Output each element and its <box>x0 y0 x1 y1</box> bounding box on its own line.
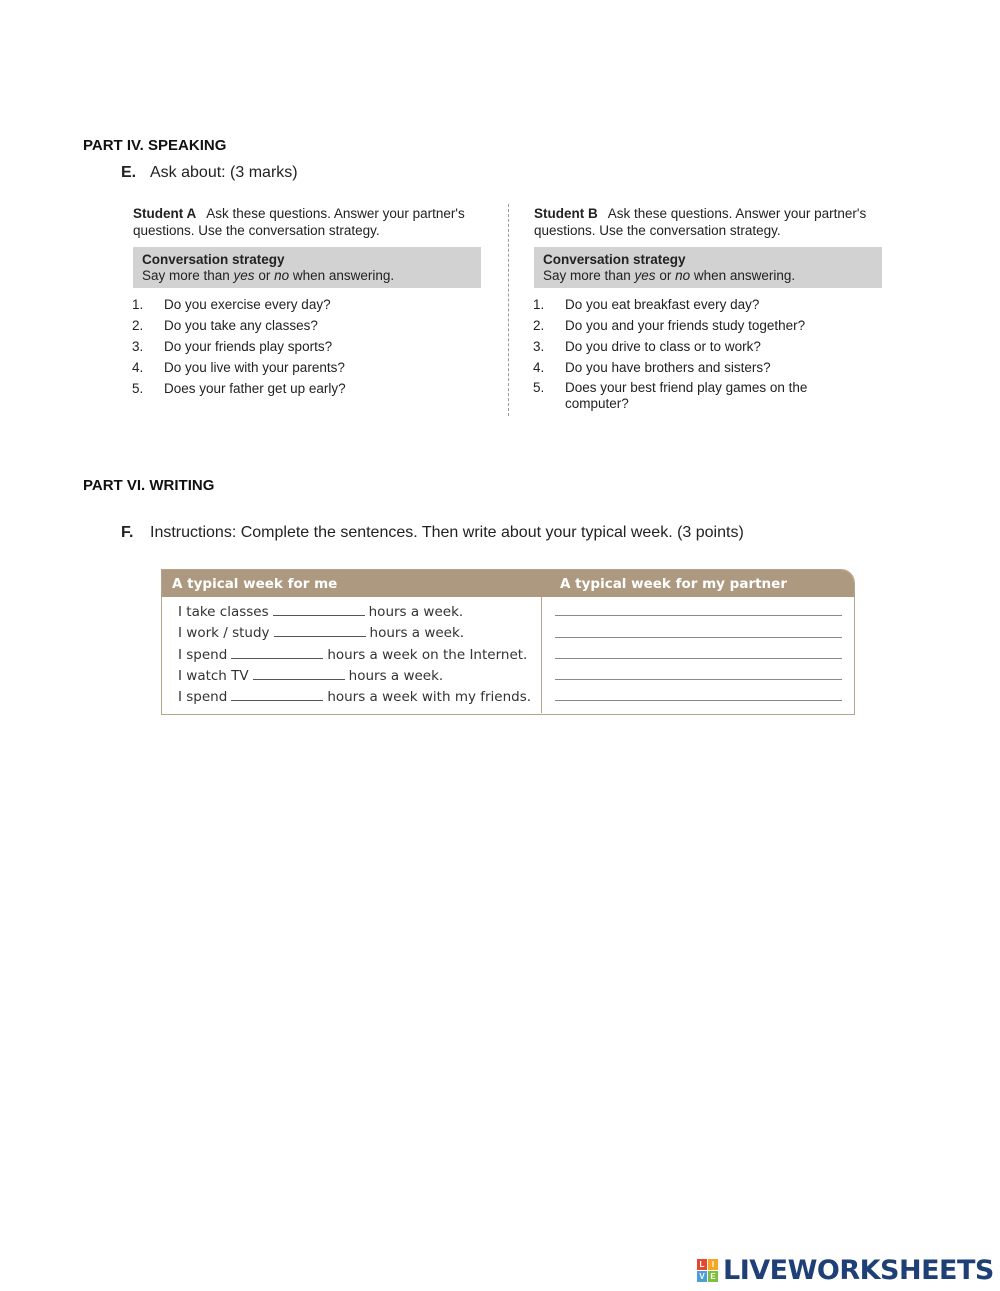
dashed-divider <box>508 204 509 416</box>
list-item: 2. Do you take any classes? <box>132 318 318 333</box>
task-letter: F. <box>121 524 134 541</box>
speaking-heading: PART IV. SPEAKING <box>83 137 227 154</box>
question-list <box>534 294 884 412</box>
task-text: Instructions: Complete the sentences. Then write about your typical week. (3 points) <box>150 524 744 541</box>
student-a-panel <box>133 205 483 399</box>
answer-blank[interactable] <box>273 614 365 616</box>
logo-text: LIVEWORKSHEETS <box>723 1255 994 1286</box>
answer-blank[interactable] <box>231 699 323 701</box>
conversation-strategy-box <box>133 247 481 288</box>
conversation-strategy-box <box>534 247 882 288</box>
task-letter: E. <box>121 164 137 181</box>
list-item: 5. Does your father get up early? <box>132 381 346 396</box>
question-list <box>133 294 483 399</box>
task-text: Ask about: (3 marks) <box>150 164 298 181</box>
partner-answer-line[interactable] <box>555 595 842 616</box>
student-b-intro: Student B Ask these questions. Answer your partner's questions. Use the conversation strategy. <box>534 206 867 238</box>
table-row: I work / study hours a week. <box>178 625 465 642</box>
list-item: 4. Do you live with your parents? <box>132 360 345 375</box>
liveworksheets-logo <box>697 1255 994 1286</box>
strategy-text: Say more than yes or no when answering. <box>543 268 796 283</box>
table-row: I watch TV hours a week. <box>178 667 444 684</box>
table-row: I take classes hours a week. <box>178 604 464 620</box>
strategy-text: Say more than yes or no when answering. <box>142 268 395 283</box>
strategy-title: Conversation strategy <box>142 252 285 267</box>
list-item: 4. Do you have brothers and sisters? <box>533 360 771 375</box>
writing-task <box>121 524 744 542</box>
table-row: I spend hours a week on the Internet. <box>178 646 528 663</box>
logo-mark-icon: L I V E <box>697 1259 719 1283</box>
student-b-panel <box>534 205 884 412</box>
partner-answer-line[interactable] <box>555 638 842 659</box>
strategy-title: Conversation strategy <box>543 252 686 267</box>
answer-blank[interactable] <box>231 657 323 659</box>
writing-heading: PART VI. WRITING <box>83 477 215 494</box>
list-item: 3. Do you drive to class or to work? <box>533 339 761 354</box>
list-item: 1. Do you exercise every day? <box>132 297 331 312</box>
table-row: I spend hours a week with my friends. <box>178 689 532 706</box>
partner-answer-line[interactable] <box>555 680 842 701</box>
list-item: 1. Do you eat breakfast every day? <box>533 297 760 312</box>
my-week-column <box>162 597 542 713</box>
student-a-intro: Student A Ask these questions. Answer your partner's questions. Use the conversation strategy. <box>133 206 465 238</box>
table-header <box>162 570 854 597</box>
typical-week-table <box>161 569 855 715</box>
partner-answer-line[interactable] <box>555 659 842 680</box>
partner-week-column <box>542 597 854 713</box>
list-item: 5. Does your best friend play games on the computer? <box>533 380 808 411</box>
partner-answer-line[interactable] <box>555 616 842 637</box>
answer-blank[interactable] <box>253 678 345 680</box>
col-header-me: A typical week for me <box>172 576 338 592</box>
speaking-task <box>121 164 298 182</box>
list-item: 3. Do your friends play sports? <box>132 339 333 354</box>
col-header-partner: A typical week for my partner <box>560 576 787 592</box>
answer-blank[interactable] <box>274 635 366 637</box>
student-a-label: Student A <box>133 206 197 221</box>
list-item: 2. Do you and your friends study together? <box>533 318 806 333</box>
student-b-label: Student B <box>534 206 598 221</box>
